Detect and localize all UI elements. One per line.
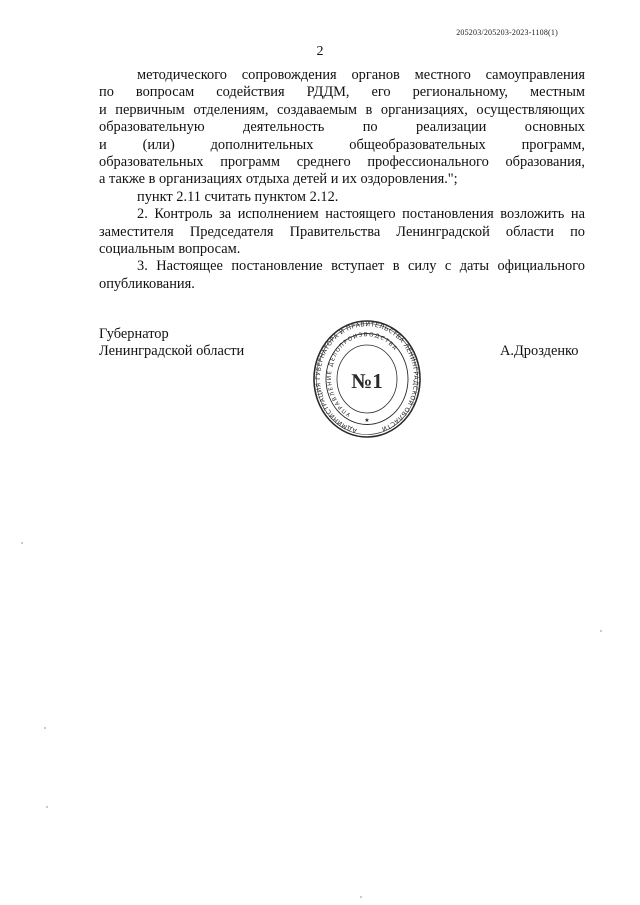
seal-outer-text: АДМИНИСТРАЦИЯ ГУБЕРНАТОРА И ПРАВИТЕЛЬСТВА ЛЕНИНГРАДСКОЙ ОБЛАСТИ [314,321,420,434]
signatory-title-line1: Губернатор [99,326,169,342]
scan-speck [360,896,362,898]
text-line: и первичным отделениям, создаваемым в организациях, осуществляющих [99,101,585,118]
signatory-name: А.Дрозденко [500,343,579,359]
seal-number: №1 [351,369,383,393]
signatory-title-line2: Ленинградской области [99,343,245,360]
document-id: 205203/205203-2023-1108(1) [456,28,558,37]
text-line: методического сопровождения органов местного самоуправления [137,67,585,83]
official-seal [313,318,421,440]
signatory-title [99,326,244,361]
scan-speck [21,542,23,544]
paragraph-continuation [99,67,585,189]
text-line: и (или) дополнительных общеобразовательных программ, [99,136,585,153]
paragraph-control: 2. Контроль за исполнением настоящего постановления возложить на заместителя Председателя Правительства Ленинградской области по социальным вопросам. [99,206,585,258]
text-line: образовательную деятельность по реализации основных [99,119,585,136]
seal-star-icon: ★ [364,418,370,424]
page-number: 2 [316,44,324,59]
text-line: образовательных программ среднего профессионального образования, [99,154,585,171]
scan-speck [44,727,46,729]
paragraph-effective: 3. Настоящее постановление вступает в силу с даты официального опубликования. [99,258,585,292]
text-line: по вопросам содействия РДДМ, его региональному, местным [99,84,585,101]
document-body [99,67,585,293]
paragraph-item-renumber: пункт 2.11 считать пунктом 2.12. [137,188,339,205]
seal-inner-text: УПРАВЛЕНИЕ ДЕЛОПРОИЗВОДСТВА [326,332,399,418]
scan-speck [600,630,602,632]
scan-speck [46,806,48,808]
text-line: а также в организациях отдыха детей и их оздоровления."; [99,171,458,188]
